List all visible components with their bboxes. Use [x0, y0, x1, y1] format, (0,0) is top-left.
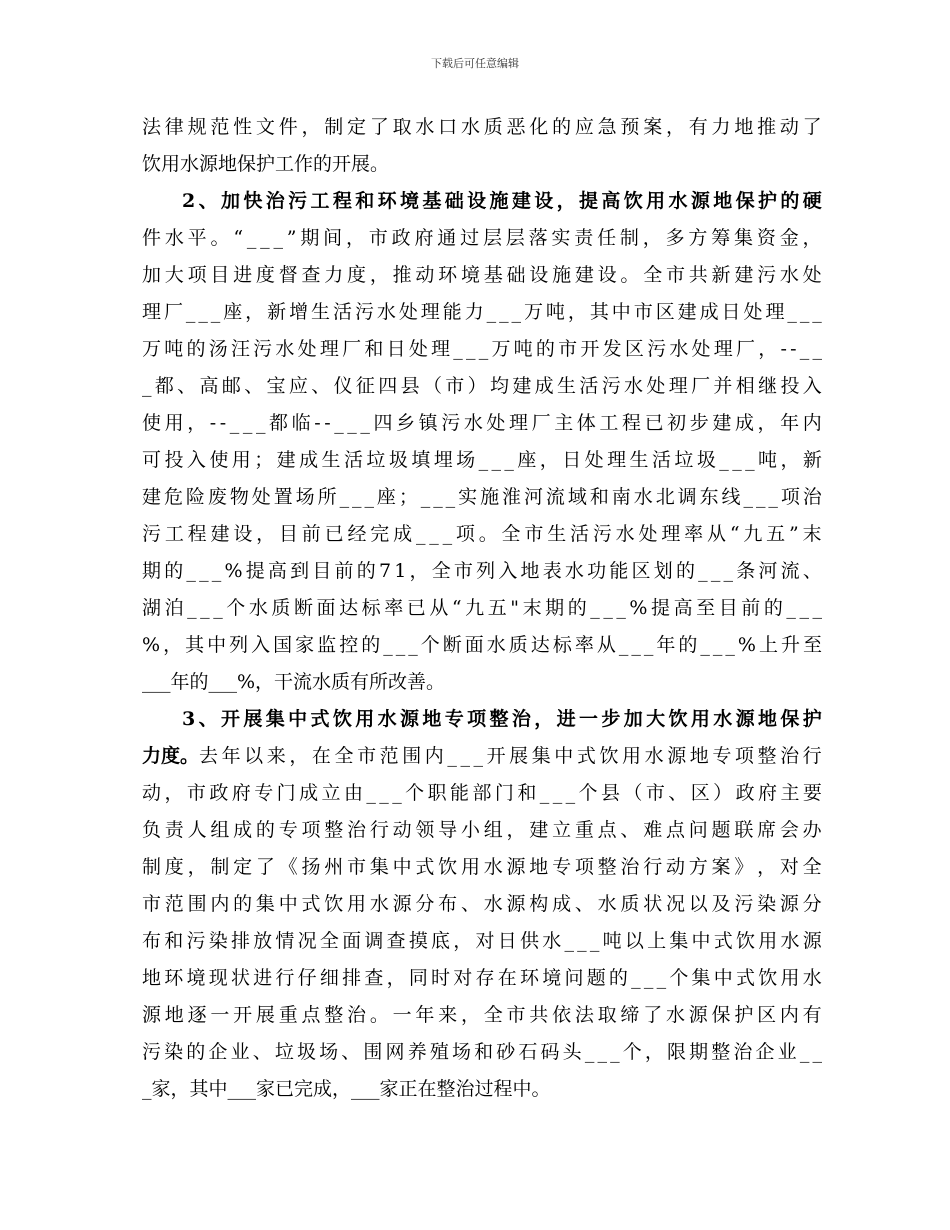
- line-text: 饮用水源地保护工作的开展。: [142, 153, 390, 175]
- text-line: [142, 374, 822, 398]
- text-line: [142, 892, 822, 916]
- text-line: [142, 966, 822, 990]
- line-text: 法 律 规 范 性 文 件 ， 制 定 了 取 水 口 水 质 恶 化 的 应 急 预 案 ， 有 力 地 推 动 了: [142, 116, 822, 138]
- line-text: 污 染 的 企 业 、 垃 圾 场 、 围 网 养 殖 场 和 砂 石 码 头 _ _ _ 个 ， 限 期 整 治 企 业 _ _: [142, 1041, 822, 1063]
- text-line: [142, 818, 822, 842]
- text-line: [142, 152, 822, 176]
- text-line: [142, 485, 822, 509]
- line-text: 可 投 入 使 用 ； 建 成 生 活 垃 圾 填 埋 场 _ _ _ 座 ， 日 处 理 生 活 垃 圾 _ _ _ 吨 ， 新: [142, 449, 822, 471]
- text-line: [142, 559, 822, 583]
- line-text: 件 水 平 。 “ _ _ _ ” 期 间 ， 市 政 府 通 过 层 层 落 实 责 任 制 ， 多 方 筹 集 资 金 ，: [142, 227, 822, 249]
- line-text: 制 度 ， 制 定 了 《 扬 州 市 集 中 式 饮 用 水 源 地 专 项 整 治 行 动 方 案 》 ， 对 全: [142, 856, 822, 878]
- line-text: ___年的___%，干流水质有所改善。: [142, 671, 446, 693]
- line-text: 2 、 加 快 治 污 工 程 和 环 境 基 础 设 施 建 设 ， 提 高 饮 用 水 源 地 保 护 的 硬: [182, 190, 822, 212]
- line-text: 市 范 围 内 的 集 中 式 饮 用 水 源 分 布 、 水 源 构 成 、 水 质 状 况 以 及 污 染 源 分: [142, 893, 822, 915]
- line-text: 建 危 险 废 物 处 置 场 所 _ _ _ 座 ； _ _ _ 实 施 淮 河 流 域 和 南 水 北 调 东 线 _ _ _ 项 治: [142, 486, 822, 508]
- line-text: 理 厂 _ _ _ 座 ， 新 增 生 活 污 水 处 理 能 力 _ _ _ 万 吨 ， 其 中 市 区 建 成 日 处 理 _ _ _: [142, 301, 822, 323]
- text-line: [142, 1077, 822, 1101]
- line-text: 使 用 ， - - _ _ _ 都 临 - - _ _ _ 四 乡 镇 污 水 处 理 厂 主 体 工 程 已 初 步 建 成 ， 年 内: [142, 412, 822, 434]
- line-text: % ， 其 中 列 入 国 家 监 控 的 _ _ _ 个 断 面 水 质 达 标 率 从 _ _ _ 年 的 _ _ _ % 上 升 至: [142, 634, 822, 656]
- line-text: 期 的 _ _ _ % 提 高 到 目 前 的 7 1 ， 全 市 列 入 地 表 水 功 能 区 划 的 _ _ _ 条 河 流 、: [142, 560, 822, 582]
- text-line: [142, 226, 822, 250]
- line-text: 3 、 开 展 集 中 式 饮 用 水 源 地 专 项 整 治 ， 进 一 步 加 大 饮 用 水 源 地 保 护: [182, 708, 822, 730]
- line-text: 地 环 境 现 状 进 行 仔 细 排 查 ， 同 时 对 存 在 环 境 问 题 的 _ _ _ 个 集 中 式 饮 用 水: [142, 967, 822, 989]
- text-line: [142, 337, 822, 361]
- text-line: [142, 522, 822, 546]
- text-line: [142, 855, 822, 879]
- text-line: [142, 596, 822, 620]
- line-text: 污 工 程 建 设 ， 目 前 已 经 完 成 _ _ _ 项 。 全 市 生 活 污 水 处 理 率 从 “ 九 五 ” 末: [142, 523, 822, 545]
- line-text: 加 大 项 目 进 度 督 查 力 度 ， 推 动 环 境 基 础 设 施 建 设 。 全 市 共 新 建 污 水 处: [142, 264, 822, 286]
- text-line: [142, 1003, 822, 1027]
- text-line: [142, 300, 822, 324]
- line-text: 力度。: [142, 745, 200, 767]
- text-line: [142, 1040, 822, 1064]
- text-line: [142, 744, 822, 768]
- section-heading-line: [142, 189, 822, 213]
- line-text: _家，其中___家已完成，___家正在整治过程中。: [142, 1078, 551, 1100]
- text-line: [142, 929, 822, 953]
- text-line: [142, 781, 822, 805]
- text-line: [142, 633, 822, 657]
- line-text: 负 责 人 组 成 的 专 项 整 治 行 动 领 导 小 组 ， 建 立 重 点 、 难 点 问 题 联 席 会 办: [142, 819, 822, 841]
- line-text: 去 年 以 来 ， 在 全 市 范 围 内 _ _ _ 开 展 集 中 式 饮 用 水 源 地 专 项 整 治 行: [199, 745, 822, 767]
- section-heading-line: [142, 707, 822, 731]
- text-line: [142, 263, 822, 287]
- line-text: 万 吨 的 汤 汪 污 水 处 理 厂 和 日 处 理 _ _ _ 万 吨 的 市 开 发 区 污 水 处 理 厂 ， - - _ _: [142, 338, 822, 360]
- page-header: 下载后可任意编辑: [431, 57, 519, 70]
- text-line: [142, 670, 822, 694]
- line-text: 动 ， 市 政 府 专 门 成 立 由 _ _ _ 个 职 能 部 门 和 _ _ _ 个 县 （ 市 、 区 ） 政 府 主 要: [142, 782, 822, 804]
- line-text: _ 都 、 高 邮 、 宝 应 、 仪 征 四 县 （ 市 ） 均 建 成 生 活 污 水 处 理 厂 并 相 继 投 入: [142, 375, 822, 397]
- line-text: 源 地 逐 一 开 展 重 点 整 治 。 一 年 来 ， 全 市 共 依 法 取 缔 了 水 源 保 护 区 内 有: [142, 1004, 822, 1026]
- line-text: 湖 泊 _ _ _ 个 水 质 断 面 达 标 率 已 从 “ 九 五 " 末 期 的 _ _ _ % 提 高 至 目 前 的 _ _ _: [142, 597, 822, 619]
- text-line: [142, 448, 822, 472]
- text-line: [142, 411, 822, 435]
- text-line: [142, 115, 822, 139]
- line-text: 布 和 污 染 排 放 情 况 全 面 调 查 摸 底 ， 对 日 供 水 _ _ _ 吨 以 上 集 中 式 饮 用 水 源: [142, 930, 822, 952]
